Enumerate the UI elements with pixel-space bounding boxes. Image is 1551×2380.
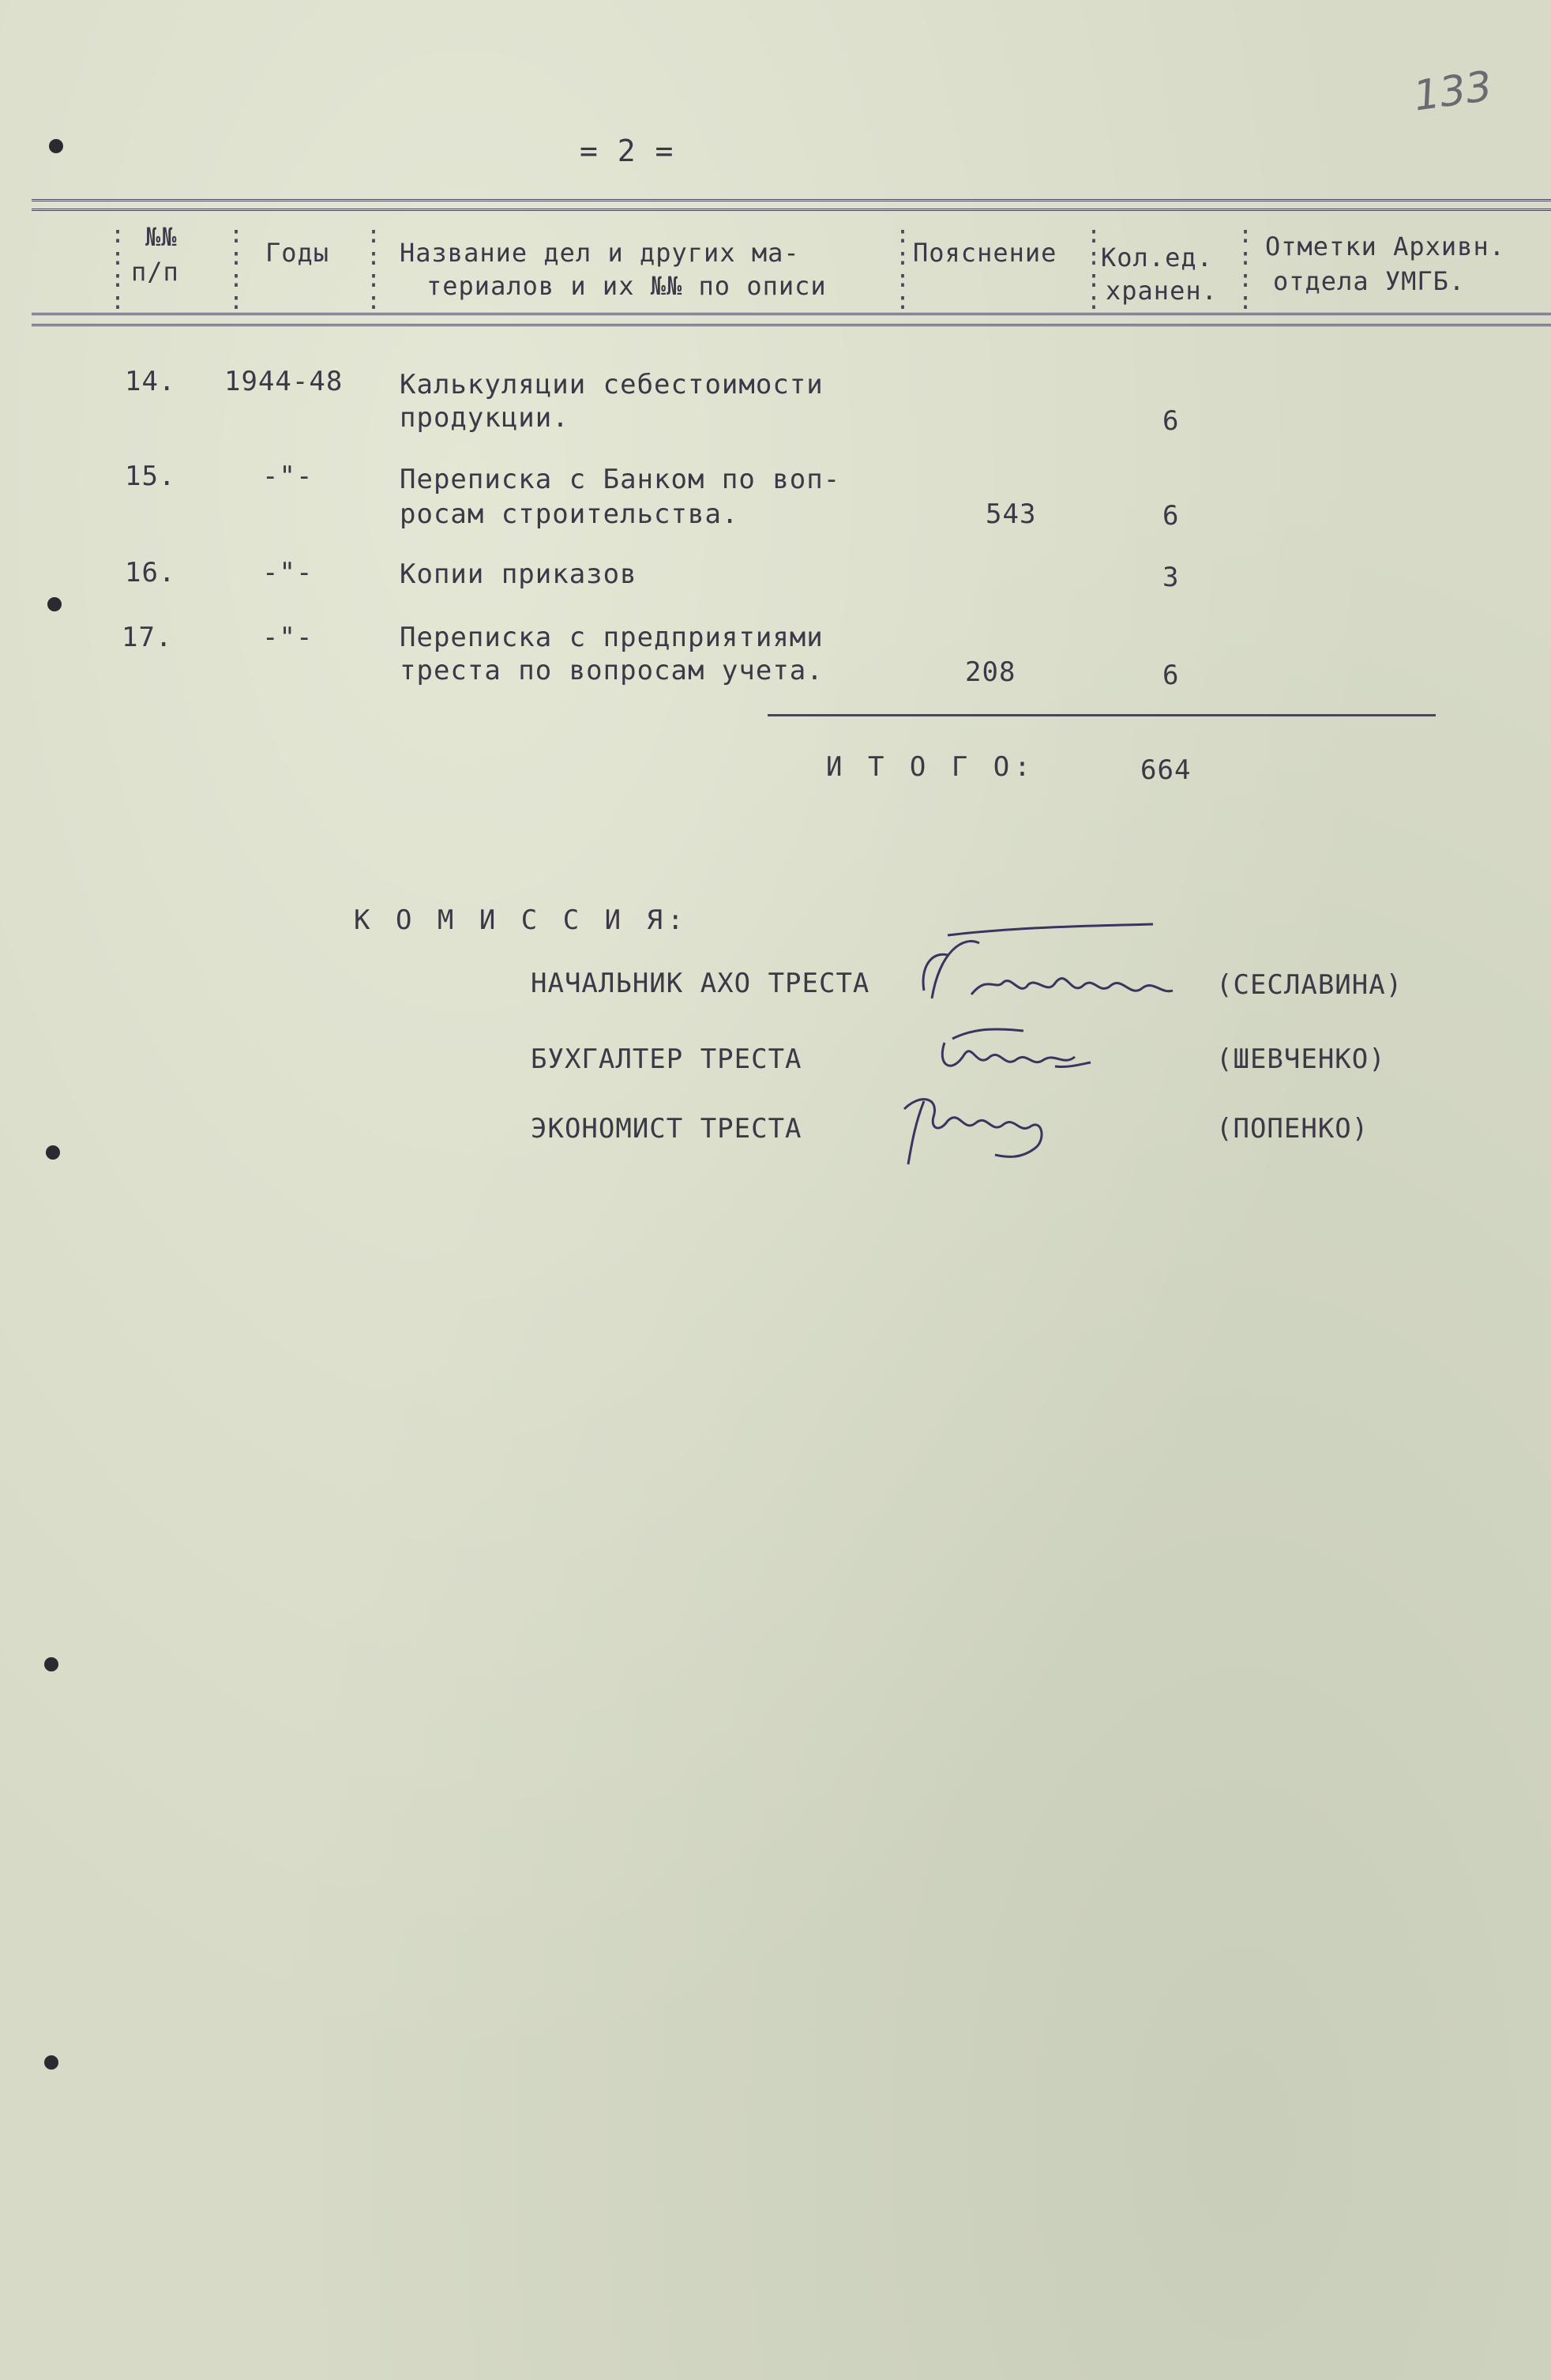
- header-years: Годы: [265, 238, 330, 268]
- row-title-line1: Калькуляции себестоимости: [400, 369, 824, 400]
- column-separator: : : : :: [896, 221, 911, 315]
- archive-sheet-number: 133: [1410, 62, 1495, 121]
- commission-position: ЭКОНОМИСТ ТРЕСТА: [531, 1113, 802, 1145]
- row-note: 543: [986, 498, 1037, 530]
- page-number: = 2 =: [580, 133, 674, 168]
- row-num: 15.: [125, 461, 176, 492]
- table-header-bottom-rule: [32, 313, 1551, 315]
- header-units-line1: Кол.ед.: [1101, 243, 1213, 273]
- row-title-line2: продукции.: [400, 402, 569, 434]
- commission-position: НАЧАЛЬНИК АХО ТРЕСТА: [531, 968, 870, 999]
- table-header-top-rule-2: [32, 209, 1551, 211]
- total-rule: [768, 714, 1436, 716]
- row-years: -"-: [262, 622, 314, 653]
- punch-hole: [47, 597, 62, 611]
- row-note: 208: [965, 656, 1016, 688]
- row-num: 16.: [125, 557, 176, 588]
- commission-heading: К О М И С С И Я:: [354, 904, 689, 936]
- table-header-top-rule: [32, 199, 1551, 201]
- row-units: 6: [1162, 500, 1180, 532]
- punch-hole: [44, 1657, 58, 1671]
- total-label: И Т О Г О:: [826, 751, 1035, 783]
- row-num: 14.: [125, 366, 176, 397]
- row-years: -"-: [262, 557, 314, 588]
- row-years: -"-: [262, 461, 314, 492]
- column-separator: : : : :: [229, 221, 244, 315]
- row-units: 3: [1162, 562, 1180, 593]
- row-title-line2: росам строительства.: [400, 498, 739, 530]
- row-title-line2: треста по вопросам учета.: [400, 655, 824, 686]
- punch-hole: [46, 1145, 60, 1160]
- column-separator: : : : :: [366, 221, 381, 315]
- commission-name: (СЕСЛАВИНА): [1216, 969, 1403, 1001]
- column-separator: : : : :: [1087, 221, 1102, 315]
- row-years: 1944-48: [224, 366, 344, 397]
- row-title-line1: Переписка с Банком по воп-: [400, 464, 841, 495]
- column-separator: : : : :: [1238, 221, 1253, 315]
- header-marks-line1: Отметки Архивн.: [1265, 231, 1505, 261]
- header-units-line2: хранен.: [1106, 276, 1218, 306]
- row-units: 6: [1162, 405, 1180, 437]
- punch-hole: [44, 2055, 58, 2070]
- signature: [884, 1085, 1066, 1180]
- row-title-line1: Переписка с предприятиями: [400, 622, 824, 653]
- header-num-line1: №№: [145, 222, 178, 252]
- row-num: 17.: [122, 622, 173, 653]
- row-units: 6: [1162, 660, 1180, 691]
- signature: [929, 1019, 1110, 1090]
- column-separator: : : : :: [111, 221, 126, 315]
- header-num-line2: п/п: [131, 257, 179, 287]
- commission-name: (ШЕВЧЕНКО): [1216, 1043, 1386, 1075]
- total-value: 664: [1140, 754, 1192, 786]
- row-title-line1: Копии приказов: [400, 558, 637, 590]
- commission-name: (ПОПЕНКО): [1216, 1113, 1369, 1145]
- header-note: Пояснение: [913, 238, 1057, 268]
- header-title-line2: териалов и их №№ по описи: [426, 271, 827, 301]
- table-header-bottom-rule-2: [32, 324, 1551, 326]
- commission-position: БУХГАЛТЕР ТРЕСТА: [531, 1043, 802, 1075]
- header-marks-line2: отдела УМГБ.: [1273, 266, 1466, 296]
- punch-hole: [49, 139, 63, 153]
- header-title-line1: Название дел и других ма-: [400, 238, 800, 268]
